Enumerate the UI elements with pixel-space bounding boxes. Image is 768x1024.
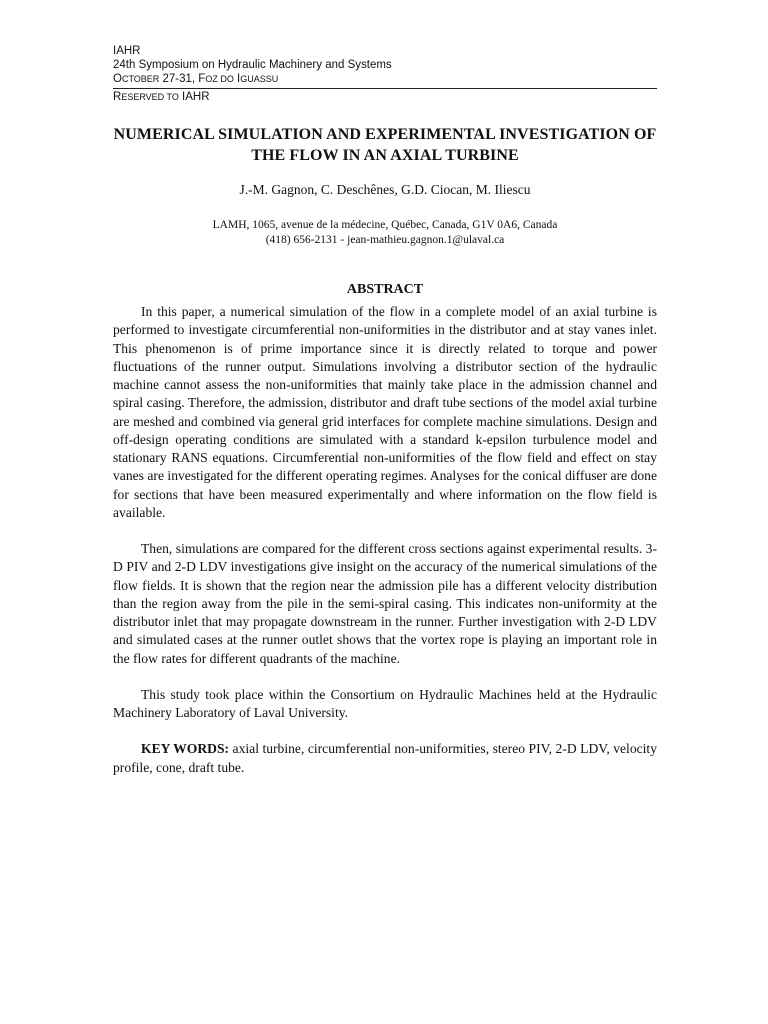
- header-dates: OCTOBER 27-31, FOZ DO IGUASSU: [113, 73, 279, 85]
- keywords-text: axial turbine, circumferential non-uniformities, stereo PIV, 2-D LDV, velocity profile, cone, draft tube.: [113, 741, 657, 775]
- affiliation-contact: (418) 656-2131 - jean-mathieu.gagnon.1@ulaval.ca: [265, 234, 505, 246]
- abstract-paragraph: Then, simulations are compared for the different cross sections against experimental results. 3-D PIV and 2-D LDV investigations give insight on the accuracy of the numerical simulations of the flow fields. It is shown that the region near the admission pile has a different velocity distribution than the region away from the pile in the semi-spiral casing. This indicates non-uniformity at the distributor inlet that may propagate downstream in the runner. Further investigation with 2-D LDV and simulated cases at the runner outlet shows that the vortex rope is playing an important role in the flow rates for different quadrants of the machine.: [113, 541, 657, 666]
- keywords-label: KEY WORDS:: [141, 741, 230, 757]
- abstract-paragraph: This study took place within the Consortium on Hydraulic Machines held at the Hydraulic Machinery Laboratory of Laval University.: [113, 686, 657, 720]
- header-symposium: 24th Symposium on Hydraulic Machinery and Systems: [113, 59, 392, 71]
- affiliation: [113, 218, 657, 248]
- page-header: [113, 44, 657, 104]
- header-org: IAHR: [113, 45, 141, 57]
- abstract-heading: ABSTRACT: [346, 282, 424, 297]
- header-reserved: RESERVED TO IAHR: [113, 91, 210, 103]
- abstract-paragraph: In this paper, a numerical simulation of the flow in a complete model of an axial turbine is performed to investigate circumferential non-uniformities in the distributor and at stay vanes inlet. This phenomenon is of prime importance since it is directly related to torque and power fluctuations of the runner output. Simulations involving a distributor section of the hydraulic machine cannot assess the non-uniformities that mainly take place in the admission channel and spiral casing. Therefore, the admission, distributor and draft tube sections of the model axial turbine are meshed and combined via general grid interfaces for complete machine simulations. Design and off-design operating conditions are simulated with a standard k-epsilon turbulence model and stationary RANS equations. Circumferential non-uniformities of the flow field and effect on stay vanes are investigated for the different operating regimes. Analyses for the conical diffuser are done for sections that have been measured experimentally and where information on the flow field is available.: [113, 304, 657, 520]
- affiliation-address: LAMH, 1065, avenue de la médecine, Québec, Canada, G1V 0A6, Canada: [212, 219, 558, 231]
- header-rule: [113, 88, 657, 89]
- keywords-paragraph: [113, 740, 657, 777]
- paper-authors: J.-M. Gagnon, C. Deschênes, G.D. Ciocan, M. Iliescu: [239, 182, 531, 197]
- paper-title: NUMERICAL SIMULATION AND EXPERIMENTAL INVESTIGATION OF THE FLOW IN AN AXIAL TURBINE: [113, 126, 657, 164]
- abstract-body: [113, 303, 657, 777]
